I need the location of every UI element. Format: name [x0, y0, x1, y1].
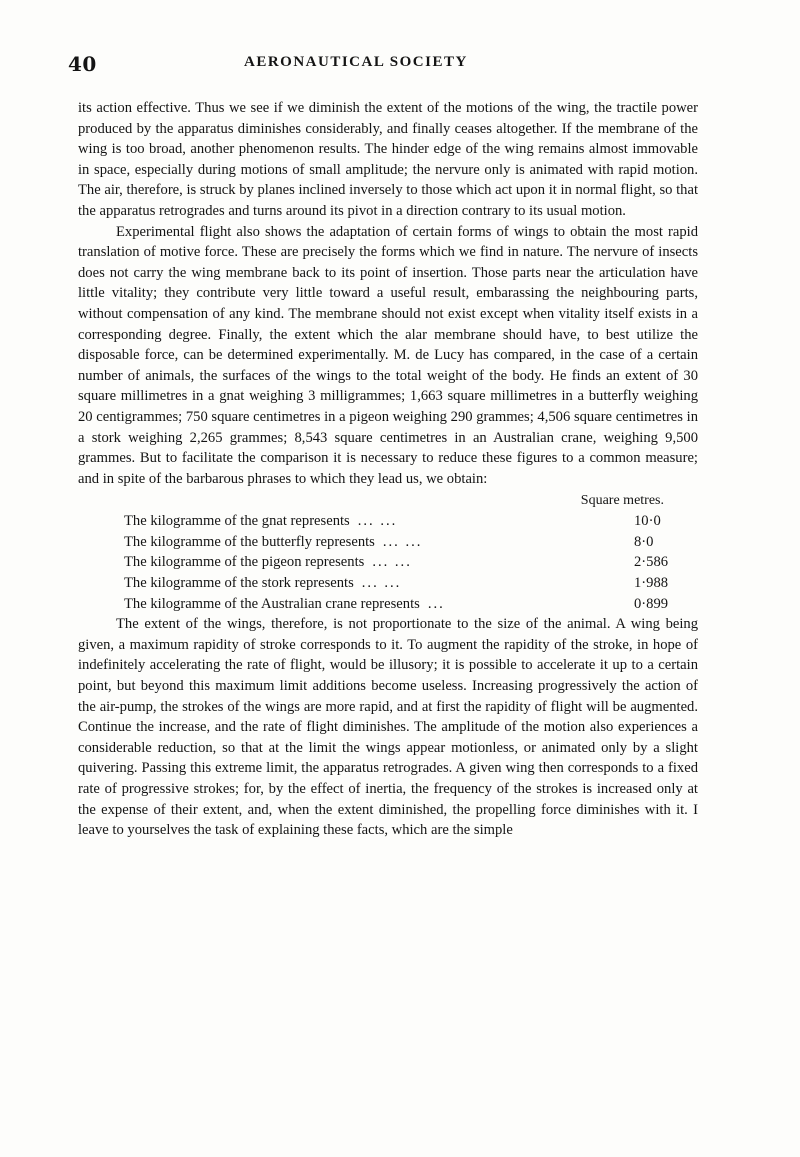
running-head: AERONAUTICAL SOCIETY	[244, 54, 468, 70]
table-row-label: The kilogramme of the stork represents	[124, 575, 354, 592]
table-row-value: 8·0	[634, 533, 654, 550]
table-unit-header: Square metres.	[580, 493, 664, 509]
table-row-leader: ... ...	[382, 533, 423, 550]
page-number: 40	[68, 52, 97, 76]
body-text	[78, 98, 698, 841]
table-row	[78, 573, 698, 594]
table-row	[78, 552, 698, 573]
paragraph-continued: its action effective. Thus we see if we diminish the extent of the motions of the wing, the tractile power produced by the apparatus diminishes considerably, and finally ceases altogether. If the membrane of the wing is too broad, another phenomenon results. The hinder edge of the wing remains almost immovable in space, especially during motions of small amplitude; the nervure only is animated with rapid motion. The air, therefore, is struck by planes inclined inversely to those which act upon it in normal flight, so that the apparatus retrogrades and turns around its pivot in a direction contrary to its usual motion.	[78, 100, 698, 219]
table-row-leader: ... ...	[361, 575, 402, 592]
page-header	[64, 52, 702, 80]
table-row	[78, 594, 698, 615]
table-row-leader: ... ...	[372, 554, 412, 571]
table-row-label: The kilogramme of the gnat represents	[124, 513, 350, 530]
wing-surface-table	[78, 491, 698, 614]
paragraph-extent-of-wings: The extent of the wings, therefore, is not proportionate to the size of the animal. A wing being given, a maximum rapidity of stroke corresponds to it. To augment the rapidity of the stroke, in hope of indefinitely accelerating the rate of flight, would be illusory; it is possible to accelerate it up to a certain point, but beyond this maximum limit additions become useless. Increasing progressively the action of the air-pump, the strokes of the wings are more rapid, and at first the rapidity of flight will be augmented. Continue the increase, and the rate of flight diminishes. The amplitude of the motion also experiences a considerable reduction, so that at the limit the wings appear motionless, or animated only by a slight quivering. Passing this extreme limit, the apparatus retrogrades. A given wing then corresponds to a fixed rate of progressive strokes; for, by the effect of inertia, the frequency of the strokes is increased only at the expense of their extent, and, when the extent diminished, the propelling force diminishes with it. I leave to yourselves the task of explaining these facts, which are the simple	[78, 616, 698, 839]
table-row-label: The kilogramme of the butterfly represents	[124, 533, 375, 550]
table-row-value: 0·899	[634, 595, 669, 612]
table-row-value: 10·0	[634, 513, 661, 530]
table-row	[78, 511, 698, 532]
table-row-value: 1·988	[634, 575, 669, 592]
table-row-label: The kilogramme of the Australian crane represents	[124, 595, 420, 612]
table-row-value: 2·586	[634, 554, 669, 571]
table-row-label: The kilogramme of the pigeon represents	[124, 554, 365, 571]
table-row	[78, 532, 698, 553]
paragraph-experimental-flight: Experimental flight also shows the adaptation of certain forms of wings to obtain the most rapid translation of motive force. These are precisely the forms which we find in nature. The nervure of insects does not carry the wing membrane back to its point of insertion. Those parts near the articulation have little vitality; they contribute very little toward a useful result, embarassing the neighbouring parts, without compensation of any kind. The membrane should not exist except when vitality itself exists in a corresponding degree. Finally, the extent which the alar membrane should have, to best utilize the disposable force, can be determined experimentally. M. de Lucy has compared, in the case of a certain number of animals, the surfaces of the wings to the total weight of the body. He finds an extent of 30 square millimetres in a gnat weighing 3 milligrammes; 1,663 square millimetres in a butterfly weighing 20 centigrammes; 750 square centimetres in a pigeon weighing 290 grammes; 4,506 square centimetres in a stork weighing 2,265 grammes; 8,543 square centimetres in an Australian crane, weighing 9,500 grammes. But to facilitate the comparison it is necessary to reduce these figures to a common measure; and in spite of the barbarous phrases to which they lead us, we obtain:	[78, 223, 698, 487]
table-row-leader: ... ...	[357, 513, 398, 530]
table-row-leader: ...	[427, 595, 445, 612]
